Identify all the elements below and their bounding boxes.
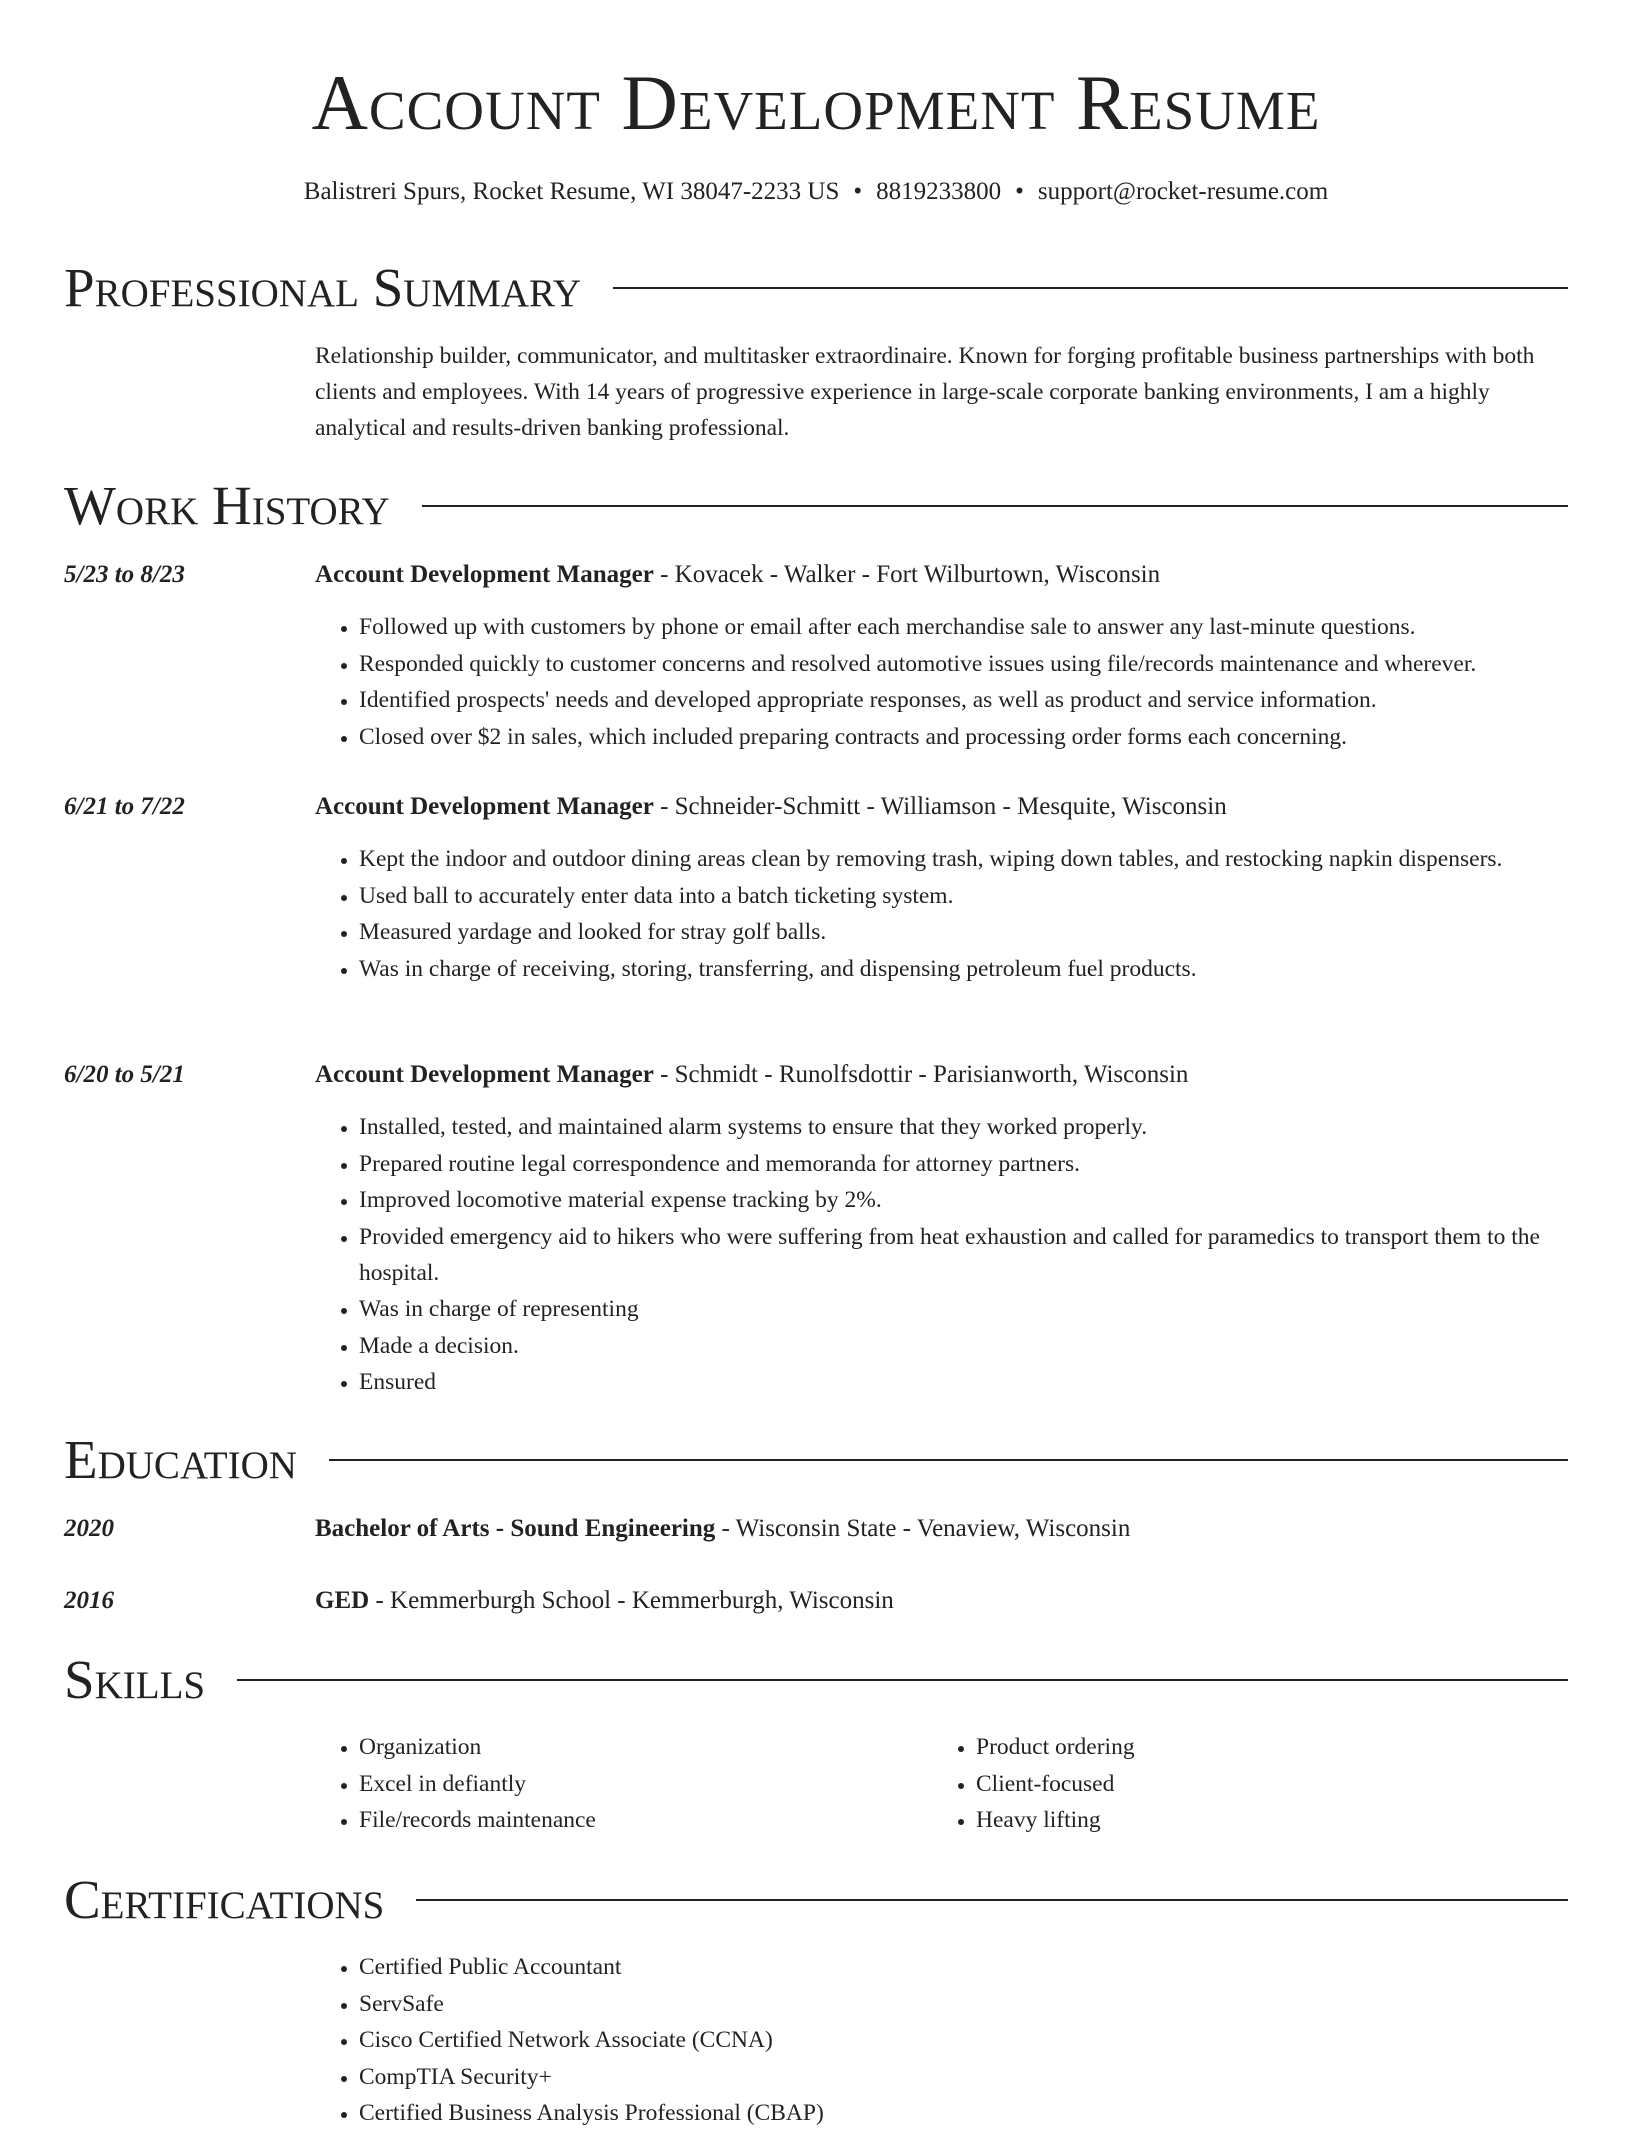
section-header-certifications	[64, 1868, 1568, 1932]
section-title: Certifications	[64, 1869, 385, 1930]
contact-separator: •	[853, 178, 863, 205]
list-item: • Responded quickly to customer concerns and resolved automotive issues using file/records maintenance and wherever.	[359, 646, 1612, 682]
skill-item: • Client-focused	[976, 1766, 1612, 1802]
job-role: Account Development Manager	[315, 561, 654, 588]
skills-list-right	[932, 1729, 1612, 1839]
job-role: Account Development Manager	[315, 793, 654, 820]
section-divider	[416, 1899, 1568, 1901]
summary-text: Relationship builder, communicator, and multitasker extraordinaire. Known for forging profitable business partnerships with both clients and employees. With 14 years of progressive experience in large-scale corporate banking environments, I am a highly analytical and results-driven banking professional.	[315, 343, 1535, 441]
job-title-line	[315, 558, 1568, 592]
section-title: Professional Summary	[64, 257, 582, 318]
skill-item: • Excel in defiantly	[359, 1766, 959, 1802]
section-divider	[613, 287, 1568, 289]
list-item: • Measured yardage and looked for stray golf balls.	[359, 914, 1612, 950]
contact-address: Balistreri Spurs, Rocket Resume, WI 38047-2233 US	[303, 178, 840, 205]
job-dates: 6/20 to 5/21	[64, 1061, 185, 1088]
education-details: - Wisconsin State - Venaview, Wisconsin	[715, 1515, 1131, 1542]
certification-item: • ServSafe	[359, 1986, 1612, 2022]
section-header-skills	[64, 1648, 1568, 1712]
job-dates: 5/23 to 8/23	[64, 561, 185, 588]
education-details: - Kemmerburgh School - Kemmerburgh, Wisconsin	[369, 1587, 894, 1614]
list-item: • Improved locomotive material expense tracking by 2%.	[359, 1182, 1612, 1218]
education-line	[315, 1584, 1568, 1618]
section-title: Education	[64, 1429, 297, 1490]
job-dates: 6/21 to 7/22	[64, 793, 185, 820]
contact-separator: •	[1015, 178, 1024, 205]
section-header-education	[64, 1428, 1568, 1492]
certification-item: • Certified Public Accountant	[359, 1949, 1612, 1985]
list-item: • Used ball to accurately enter data into a batch ticketing system.	[359, 878, 1612, 914]
education-degree: Bachelor of Arts - Sound Engineering	[315, 1515, 716, 1542]
list-item: • Was in charge of receiving, storing, transferring, and dispensing petroleum fuel products.	[359, 951, 1612, 987]
skill-item: • Product ordering	[976, 1729, 1612, 1765]
job-details: - Schneider-Schmitt - Williamson - Mesquite, Wisconsin	[653, 793, 1227, 820]
section-divider	[422, 505, 1568, 507]
job-title-line	[315, 790, 1568, 824]
list-item: • Installed, tested, and maintained alarm systems to ensure that they worked properly.	[359, 1109, 1612, 1145]
list-item: • Made a decision.	[359, 1328, 1612, 1364]
job-bullets	[315, 609, 1612, 755]
section-title: Skills	[64, 1649, 206, 1710]
job-bullets	[315, 841, 1612, 987]
skill-item: • Organization	[359, 1729, 959, 1765]
contact-email: support@rocket-resume.com	[1037, 178, 1329, 205]
contact-line	[0, 175, 1632, 209]
section-header-summary	[64, 256, 1568, 320]
education-degree: GED	[315, 1587, 370, 1614]
certification-item: • Certified Business Analysis Professional (CBAP)	[359, 2095, 1612, 2131]
education-line	[315, 1512, 1568, 1546]
list-item: • Identified prospects' needs and developed appropriate responses, as well as product and service information.	[359, 682, 1612, 718]
job-details: - Schmidt - Runolfsdottir - Parisianworth, Wisconsin	[653, 1061, 1189, 1088]
section-header-work-history	[64, 474, 1568, 538]
resume-title: Account Development Resume	[311, 59, 1321, 146]
list-item: • Ensured	[359, 1364, 1612, 1400]
list-item: • Provided emergency aid to hikers who were suffering from heat exhaustion and called for paramedics to transport them to the hospital.	[359, 1219, 1612, 1291]
education-year: 2020	[64, 1515, 114, 1542]
education-year: 2016	[64, 1587, 114, 1614]
skill-item: • Heavy lifting	[976, 1802, 1612, 1838]
skills-list-left	[315, 1729, 959, 1839]
job-details: - Kovacek - Walker - Fort Wilburtown, Wisconsin	[653, 561, 1161, 588]
section-title: Work History	[64, 475, 390, 536]
certifications-list	[315, 1949, 1612, 2132]
list-item: • Prepared routine legal correspondence and memoranda for attorney partners.	[359, 1146, 1612, 1182]
certification-item: • CompTIA Security+	[359, 2059, 1612, 2095]
list-item: • Followed up with customers by phone or email after each merchandise sale to answer any last-minute questions.	[359, 609, 1612, 645]
job-bullets	[315, 1109, 1612, 1401]
section-divider	[237, 1679, 1568, 1681]
skill-item: • File/records maintenance	[359, 1802, 959, 1838]
job-title-line	[315, 1058, 1568, 1092]
list-item: • Kept the indoor and outdoor dining areas clean by removing trash, wiping down tables, and restocking napkin dispensers.	[359, 841, 1612, 877]
job-role: Account Development Manager	[315, 1061, 654, 1088]
section-divider	[329, 1459, 1568, 1461]
certification-item: • Cisco Certified Network Associate (CCNA)	[359, 2022, 1612, 2058]
list-item: • Was in charge of representing	[359, 1291, 1612, 1327]
contact-phone: 8819233800	[876, 178, 1002, 205]
list-item: • Closed over $2 in sales, which included preparing contracts and processing order forms each concerning.	[359, 719, 1612, 755]
